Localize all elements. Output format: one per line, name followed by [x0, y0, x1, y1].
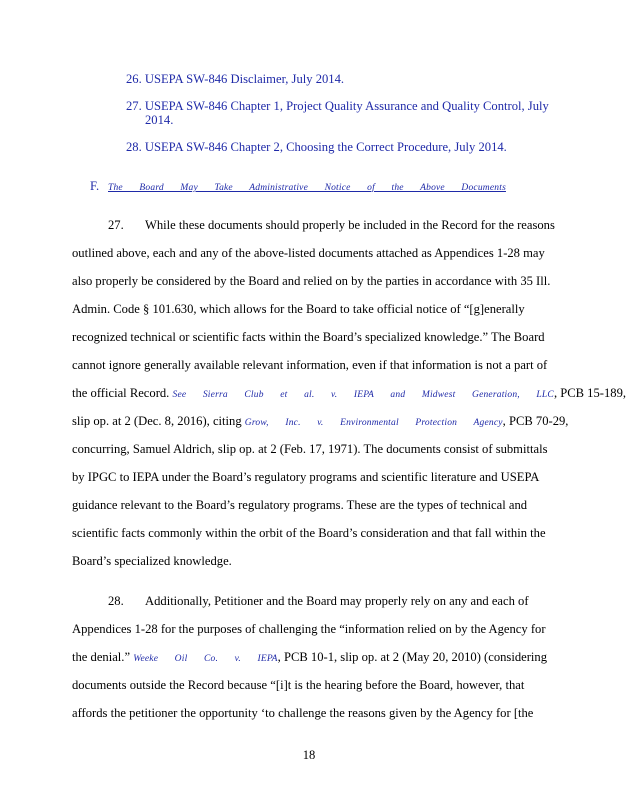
para27-line: concurring, Samuel Aldrich, slip op. at 2 (Feb. 17, 1971). The documents consist of submittals	[72, 442, 548, 456]
para28-number: 28.	[108, 594, 124, 608]
para28-text: , PCB 10-1, slip op. at 2 (May 20, 2010) (considering	[277, 650, 548, 664]
section-label: F.	[90, 179, 100, 193]
section-heading: The Board May Take Administrative Notice of the Above Documents	[108, 183, 506, 193]
para27-text: the official Record.	[72, 386, 170, 400]
case-citation: Weeke Oil Co. v. IEPA	[133, 654, 278, 664]
exhibit-27-cont: 2014.	[145, 113, 174, 127]
para28-line: Additionally, Petitioner and the Board may properly rely on any and each of	[145, 594, 529, 608]
para27-line: by IPGC to IEPA under the Board’s regulatory programs and scientific literature and USEPA	[72, 470, 540, 484]
para28-line: documents outside the Record because “[i]t is the hearing before the Board, however, that	[72, 678, 525, 692]
para27-line	[72, 385, 626, 403]
para27-line: outlined above, each and any of the above-listed documents attached as Appendices 1-28 may	[72, 246, 545, 260]
para27-line: guidance relevant to the Board’s regulatory programs. These are the types of technical and	[72, 498, 528, 512]
para27-text: , PCB 15-189,	[553, 386, 626, 400]
para27-line: While these documents should properly be included in the Record for the reasons	[145, 218, 555, 232]
para28-line: Appendices 1-28 for the purposes of challenging the “information relied on by the Agency for	[72, 622, 546, 636]
para27-line: also properly be considered by the Board and relied on by the parties in accordance with 35 Ill.	[72, 274, 551, 288]
para28-line	[72, 649, 547, 667]
para27-line: scientific facts commonly within the orbit of the Board’s consideration and that fall within the	[72, 526, 546, 540]
para27-line: Admin. Code § 101.630, which allows for the Board to take official notice of “[g]enerally	[72, 302, 525, 316]
para28-text: the denial.”	[72, 650, 131, 664]
para27-number: 27.	[108, 218, 124, 232]
para28-line: affords the petitioner the opportunity ‘to challenge the reasons given by the Agency for [the	[72, 706, 534, 720]
para27-text: , PCB 70-29,	[502, 414, 569, 428]
para27-line	[72, 413, 568, 431]
para27-line: cannot ignore generally available relevant information, even if that information is not a part of	[72, 358, 548, 372]
exhibit-27: 27. USEPA SW-846 Chapter 1, Project Quality Assurance and Quality Control, July	[126, 99, 549, 113]
para27-line: recognized technical or scientific facts within the Board’s specialized knowledge.” The Board	[72, 330, 545, 344]
page-number: 18	[302, 748, 316, 762]
exhibit-26: 26. USEPA SW-846 Disclaimer, July 2014.	[126, 72, 345, 86]
case-citation: See Sierra Club et al. v. IEPA and Midwest Generation, LLC	[172, 390, 554, 400]
exhibit-28: 28. USEPA SW-846 Chapter 2, Choosing the Correct Procedure, July 2014.	[126, 140, 507, 154]
para27-text: slip op. at 2 (Dec. 8, 2016), citing	[72, 414, 242, 428]
case-citation: Grow, Inc. v. Environmental Protection Agency	[244, 418, 503, 428]
para27-line: Board’s specialized knowledge.	[72, 554, 232, 568]
